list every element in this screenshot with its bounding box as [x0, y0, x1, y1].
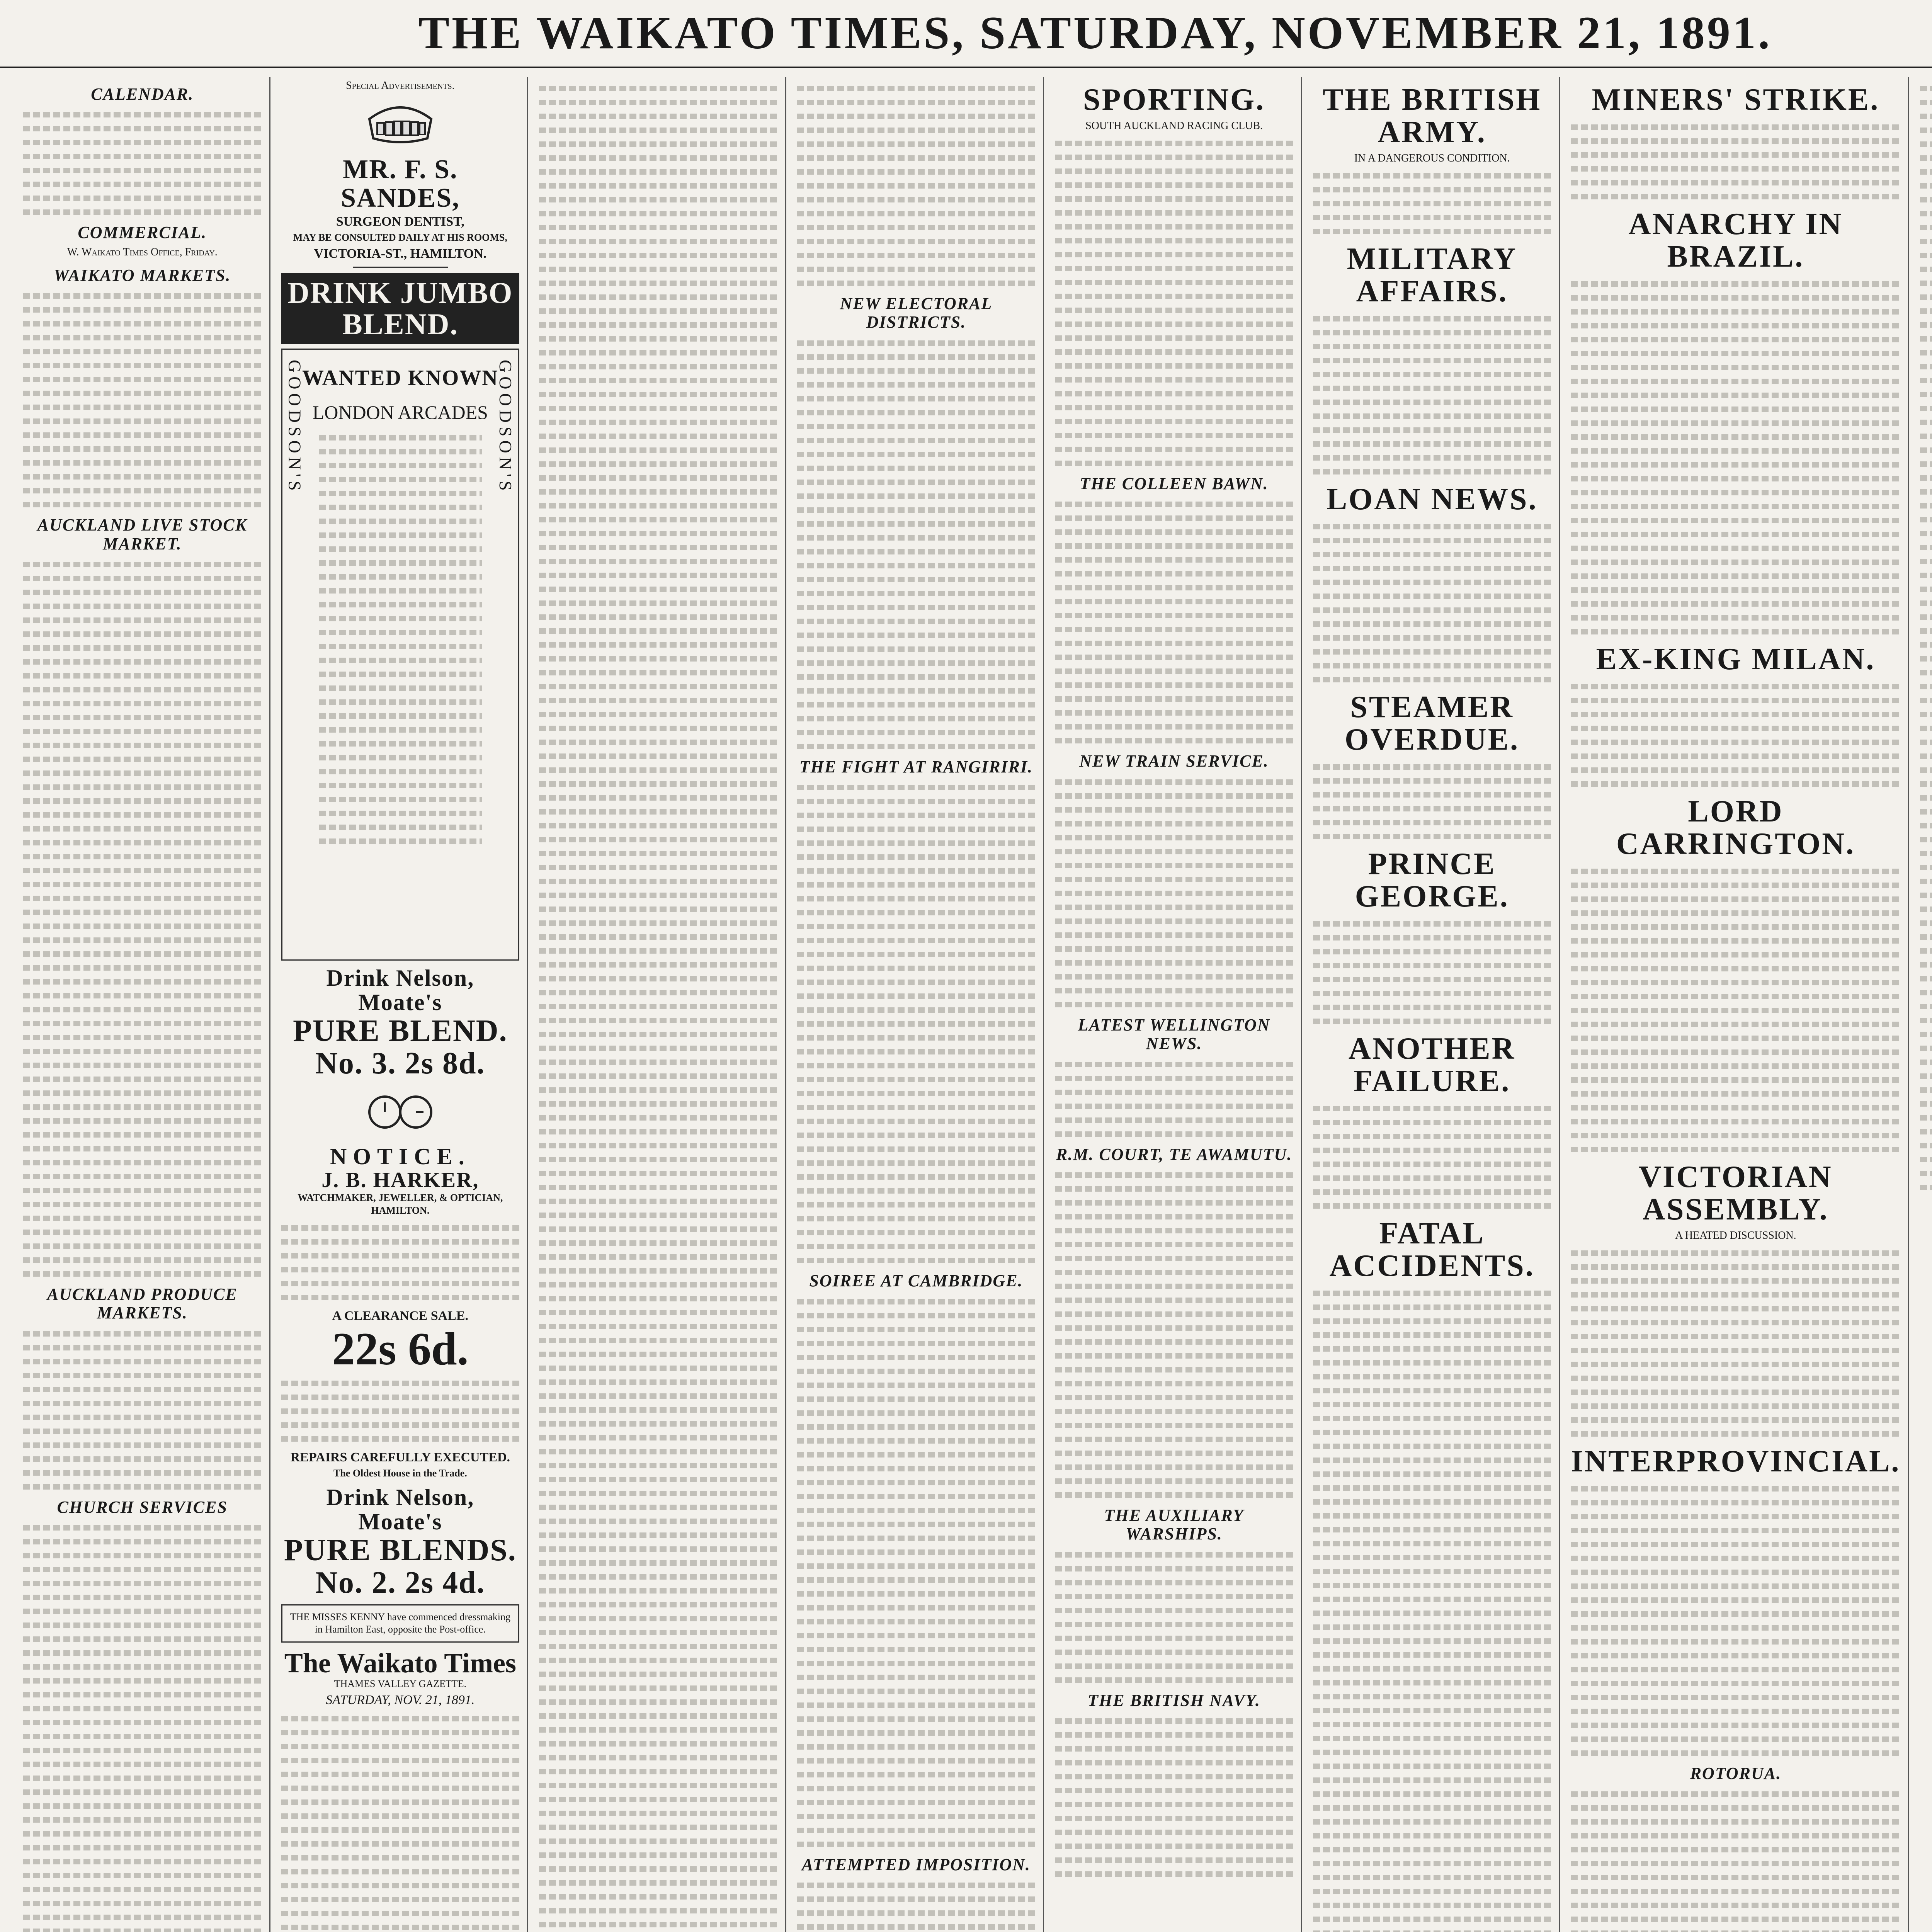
church-services-heading: CHURCH SERVICES — [57, 1497, 228, 1517]
prince-george-heading: PRINCE GEORGE. — [1355, 847, 1509, 913]
commercial-dateline: W. Waikato Times Office, Friday. — [67, 246, 218, 258]
sandes-consult: MAY BE CONSULTED DAILY AT HIS ROOMS, — [293, 232, 507, 243]
divider — [353, 267, 448, 268]
auxiliary-text — [1055, 1552, 1293, 1683]
commercial-heading: COMMERCIAL. — [78, 223, 207, 242]
london-arcades: LONDON ARCADES — [312, 401, 488, 423]
fatal-text — [1313, 1291, 1551, 1932]
british-army-sub: IN A DANGEROUS CONDITION. — [1354, 152, 1510, 164]
racing-club-heading: SOUTH AUCKLAND RACING CLUB. — [1085, 120, 1263, 132]
loan-news-heading: LOAN NEWS. — [1326, 482, 1538, 516]
notice-label: NOTICE. — [330, 1144, 471, 1170]
victorian-sub: A HEATED DISCUSSION. — [1675, 1230, 1796, 1242]
interprovincial-heading: INTERPROVINCIAL. — [1571, 1444, 1901, 1478]
produce-markets-heading: AUCKLAND PRODUCE MARKETS. — [47, 1284, 238, 1323]
paper-date: SATURDAY, NOV. 21, 1891. — [326, 1692, 475, 1707]
milan-text — [1571, 684, 1900, 787]
auxiliary-warships-heading: THE AUXILIARY WARSHIPS. — [1104, 1505, 1244, 1544]
nelson-2-line2: PURE BLENDS. — [284, 1533, 517, 1567]
nelson-2-line1: Drink Nelson, Moate's — [326, 1484, 474, 1534]
editorial-text — [281, 1716, 520, 1932]
imposition-heading: ATTEMPTED IMPOSITION. — [801, 1855, 1031, 1874]
column-7 — [1571, 77, 1909, 1932]
sporting-heading: SPORTING. — [1083, 83, 1265, 117]
paper-subtitle: THAMES VALLEY GAZETTE. — [334, 1678, 467, 1690]
clearance-price: 22s 6d. — [332, 1323, 469, 1375]
stock-market-text — [23, 562, 262, 1277]
rm-court-heading: R.M. COURT, TE AWAMUTU. — [1056, 1145, 1293, 1164]
special-ads-label-2: Special Advertisements. — [346, 80, 455, 92]
anarchy-brazil-heading: ANARCHY IN BRAZIL. — [1628, 207, 1843, 274]
harker-ad — [281, 1145, 520, 1480]
paper-nameplate — [281, 1649, 520, 1708]
clock-watch-icon — [362, 1085, 439, 1139]
rm-court-text — [1055, 1172, 1293, 1498]
soiree-heading: SOIREE AT CAMBRIDGE. — [809, 1271, 1023, 1291]
prince-text — [1313, 921, 1551, 1024]
editorial-continued — [539, 86, 777, 1932]
column-6 — [1313, 77, 1560, 1932]
clearance-sale: A CLEARANCE SALE. — [332, 1309, 469, 1323]
soiree-text — [797, 1299, 1036, 1847]
racing-text — [1055, 141, 1293, 466]
harker-trade: WATCHMAKER, JEWELLER, & OPTICIAN, HAMILTON. — [298, 1192, 503, 1216]
calendar-heading: CALENDAR. — [91, 85, 194, 104]
calendar-table — [23, 112, 262, 215]
british-army-text — [1313, 173, 1551, 234]
masthead-title: THE WAIKATO TIMES, SATURDAY, NOVEMBER 21, 1891. — [418, 7, 1772, 58]
victorian-assembly-heading: VICTORIAN ASSEMBLY. — [1639, 1160, 1833, 1226]
column-5 — [1055, 77, 1302, 1932]
rotorua-text — [1571, 1791, 1900, 1932]
wellington-text — [1055, 1062, 1293, 1137]
oldest-house: The Oldest House in the Trade. — [333, 1468, 467, 1479]
miners-text — [1571, 124, 1900, 199]
military-affairs-heading: MILITARY AFFAIRS. — [1347, 242, 1517, 308]
column-2 — [281, 77, 529, 1932]
colleen-text — [1055, 502, 1293, 743]
colleen-bawn-heading: THE COLLEEN BAWN. — [1080, 474, 1269, 493]
repairs-line: REPAIRS CAREFULLY EXECUTED. — [290, 1450, 510, 1465]
news-text-a — [797, 86, 1036, 286]
continued-text — [1920, 86, 1932, 1190]
harker-text — [281, 1225, 520, 1300]
military-text — [1313, 316, 1551, 474]
goodsons-ad — [281, 349, 520, 961]
jumbo-blend-ad: DRINK JUMBO BLEND. — [281, 273, 520, 344]
nelson-1-price: No. 3. 2s 8d. — [315, 1046, 485, 1081]
produce-markets-text — [23, 1331, 262, 1490]
victorian-text — [1571, 1250, 1900, 1437]
goodsons-text — [319, 435, 482, 844]
nelson-blend-ad-2 — [281, 1485, 520, 1599]
lord-carrington-heading: LORD CARRINGTON. — [1616, 794, 1855, 861]
another-failure-heading: ANOTHER FAILURE. — [1348, 1032, 1516, 1098]
nelson-1-line1: Drink Nelson, Moate's — [326, 965, 474, 1015]
column-4 — [797, 77, 1044, 1932]
wanted-known: WANTED KNOWN — [302, 366, 498, 390]
masthead — [0, 0, 1932, 68]
column-1 — [23, 77, 270, 1932]
goodsons-vertical-left: GOODSON'S — [285, 360, 305, 495]
british-army-heading: THE BRITISH ARMY. — [1322, 83, 1542, 149]
clearance-text — [281, 1381, 520, 1442]
sandes-ad — [281, 155, 520, 261]
steamer-overdue-heading: STEAMER OVERDUE. — [1345, 690, 1520, 757]
column-8 — [1920, 77, 1932, 1932]
rangiriri-heading: THE FIGHT AT RANGIRIRI. — [799, 757, 1033, 776]
ex-king-milan-heading: EX-KING MILAN. — [1596, 642, 1876, 676]
nelson-1-line2: PURE BLEND. — [293, 1014, 508, 1048]
miners-strike-heading: MINERS' STRIKE. — [1592, 83, 1880, 117]
sandes-address: VICTORIA-ST., HAMILTON. — [314, 246, 487, 261]
train-text — [1055, 779, 1293, 1007]
column-3 — [539, 77, 786, 1932]
electoral-text — [797, 340, 1036, 749]
imposition-text — [797, 1883, 1036, 1932]
failure-text — [1313, 1106, 1551, 1209]
stock-market-heading: AUCKLAND LIVE STOCK MARKET. — [37, 515, 247, 553]
harker-name: J. B. HARKER, — [321, 1168, 479, 1192]
british-navy-heading: THE BRITISH NAVY. — [1088, 1690, 1260, 1710]
nelson-2-price: No. 2. 2s 4d. — [315, 1565, 485, 1600]
church-services-text — [23, 1525, 262, 1932]
wellington-news-heading: LATEST WELLINGTON NEWS. — [1078, 1015, 1270, 1053]
markets-heading: WAIKATO MARKETS. — [54, 265, 231, 285]
nelson-blend-ad-1 — [281, 966, 520, 1080]
markets-text — [23, 293, 262, 507]
fatal-accidents-heading: FATAL ACCIDENTS. — [1329, 1216, 1535, 1283]
kenny-text: THE MISSES KENNY have commenced dressmaking in Hamilton East, opposite the Post-office. — [290, 1611, 510, 1635]
rotorua-heading: ROTORUA. — [1690, 1764, 1782, 1783]
sandes-name: MR. F. S. SANDES, — [340, 155, 460, 213]
steamer-text — [1313, 764, 1551, 839]
electoral-districts-heading: NEW ELECTORAL DISTRICTS. — [840, 294, 993, 332]
anarchy-text — [1571, 281, 1900, 634]
goodsons-vertical-right: GOODSON'S — [496, 360, 516, 495]
train-service-heading: NEW TRAIN SERVICE. — [1079, 752, 1269, 771]
sandes-title: SURGEON DENTIST, — [336, 214, 464, 229]
interprovincial-text — [1571, 1486, 1900, 1756]
dental-teeth-icon — [362, 96, 439, 150]
kenny-ad — [281, 1604, 520, 1643]
carrington-text — [1571, 869, 1900, 1152]
british-navy-text — [1055, 1718, 1293, 1877]
paper-name: The Waikato Times — [284, 1647, 516, 1679]
loan-text — [1313, 524, 1551, 682]
rangiriri-text — [797, 785, 1036, 1263]
columns — [23, 77, 1932, 1932]
